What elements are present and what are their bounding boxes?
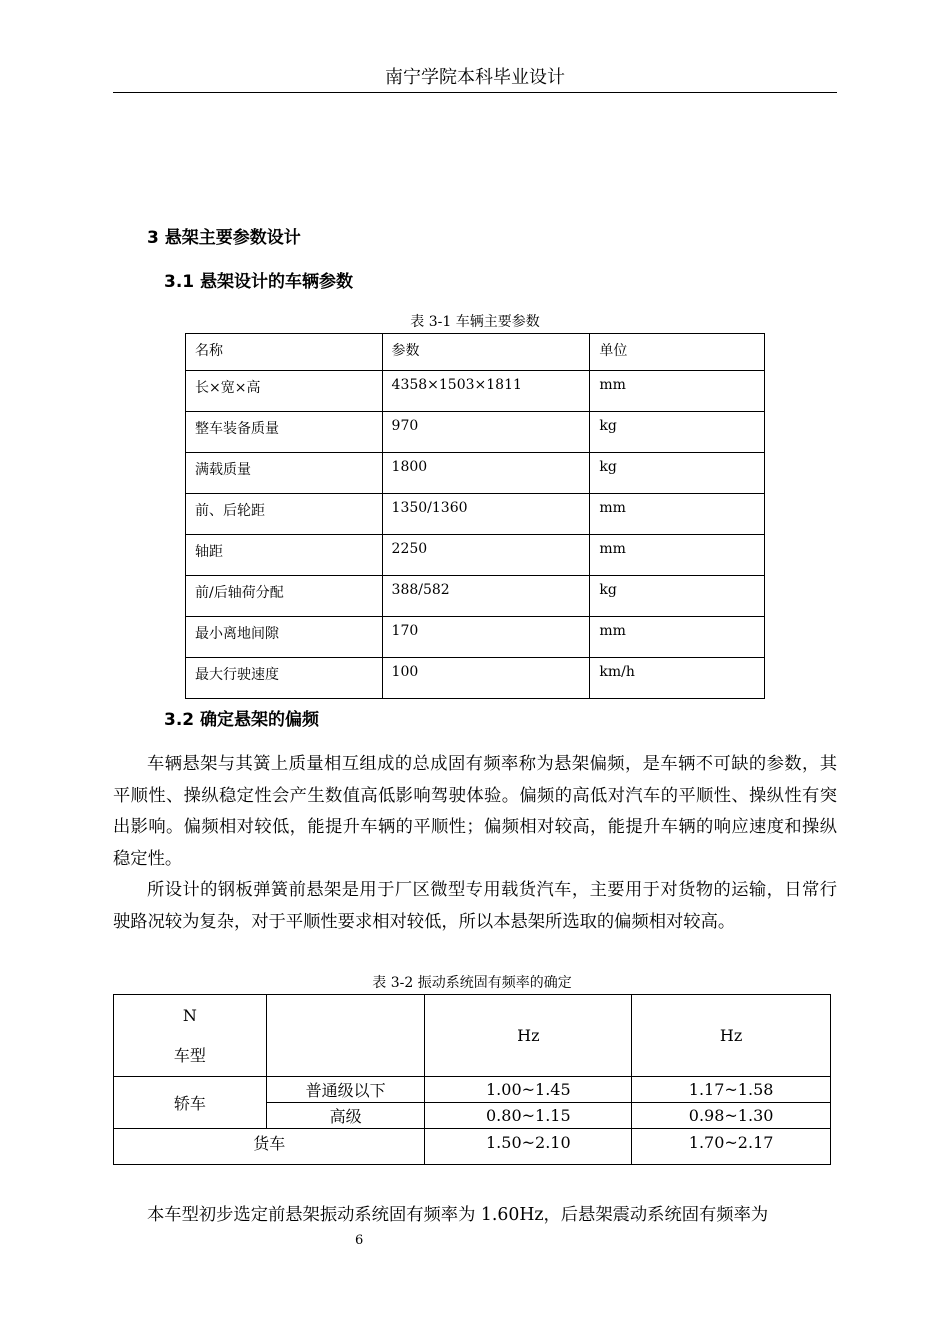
cell-param: 170 bbox=[382, 617, 590, 658]
table-row bbox=[114, 1129, 831, 1165]
cell-name: 轴距 bbox=[186, 535, 383, 576]
paragraph-selected-frequency: 本车型初步选定前悬架振动系统固有频率为 1.60Hz，后悬架震动系统固有频率为 bbox=[147, 1205, 769, 1225]
vehicle-params-table bbox=[185, 333, 765, 699]
cell-grade: 普通级以下 bbox=[266, 1077, 425, 1103]
cell-param: 4358×1503×1811 bbox=[382, 371, 590, 412]
cell-name: 最小离地间隙 bbox=[186, 617, 383, 658]
cell-param: 970 bbox=[382, 412, 590, 453]
cell-unit: mm bbox=[590, 617, 765, 658]
cell-rear-freq: 1.70~2.17 bbox=[632, 1129, 831, 1165]
table-header-row bbox=[114, 995, 831, 1077]
cell-unit: km/h bbox=[590, 658, 765, 699]
header-n-label: N bbox=[182, 1005, 197, 1025]
cell-unit: mm bbox=[590, 494, 765, 535]
cell-name: 满载质量 bbox=[186, 453, 383, 494]
table-row bbox=[186, 658, 765, 699]
header-cell-unit: 单位 bbox=[590, 334, 765, 371]
running-header: 南宁学院本科毕业设计 bbox=[385, 67, 565, 88]
cell-unit: kg bbox=[590, 576, 765, 617]
cell-param: 388/582 bbox=[382, 576, 590, 617]
cell-name: 长×宽×高 bbox=[186, 371, 383, 412]
body-paragraphs-2 bbox=[113, 1200, 837, 1232]
table-row bbox=[186, 371, 765, 412]
cell-unit: mm bbox=[590, 535, 765, 576]
table1-caption: 表 3-1 车辆主要参数 bbox=[410, 314, 540, 330]
table-row bbox=[186, 494, 765, 535]
section-heading-3-1: 3.1 悬架设计的车辆参数 bbox=[164, 272, 354, 292]
paragraph-natural-frequency: 车辆悬架与其簧上质量相互组成的总成固有频率称为悬架偏频，是车辆不可缺的参数，其平顺性、操纵稳定性会产生数值高低影响驾驶体验。偏频的高低对汽车的平顺性、操纵性有突出影响。偏频相对较低，能提升车辆的平顺性；偏频相对较高，能提升车辆的响应速度和操纵稳定性。 bbox=[113, 754, 837, 869]
cell-param: 1800 bbox=[382, 453, 590, 494]
header-cell-hz-1: Hz bbox=[425, 995, 632, 1077]
cell-unit: mm bbox=[590, 371, 765, 412]
table-row bbox=[186, 535, 765, 576]
table-row bbox=[186, 453, 765, 494]
page-number: 6 bbox=[355, 1233, 364, 1248]
cell-front-freq: 1.00~1.45 bbox=[425, 1077, 632, 1103]
cell-param: 100 bbox=[382, 658, 590, 699]
header-cell-name: 名称 bbox=[186, 334, 383, 371]
cell-rear-freq: 1.17~1.58 bbox=[632, 1077, 831, 1103]
cell-rear-freq: 0.98~1.30 bbox=[632, 1103, 831, 1129]
cell-name: 最大行驶速度 bbox=[186, 658, 383, 699]
header-cell-param: 参数 bbox=[382, 334, 590, 371]
table-row bbox=[114, 1077, 831, 1103]
cell-car-label: 轿车 bbox=[114, 1077, 267, 1129]
cell-name: 整车装备质量 bbox=[186, 412, 383, 453]
cell-name: 前、后轮距 bbox=[186, 494, 383, 535]
cell-front-freq: 1.50~2.10 bbox=[425, 1129, 632, 1165]
cell-unit: kg bbox=[590, 412, 765, 453]
cell-name: 前/后轴荷分配 bbox=[186, 576, 383, 617]
header-rule bbox=[113, 92, 837, 93]
cell-front-freq: 0.80~1.15 bbox=[425, 1103, 632, 1129]
cell-unit: kg bbox=[590, 453, 765, 494]
table-row bbox=[186, 617, 765, 658]
cell-grade: 高级 bbox=[266, 1103, 425, 1129]
header-cell-blank bbox=[266, 995, 425, 1077]
cell-param: 2250 bbox=[382, 535, 590, 576]
header-cell-type bbox=[114, 995, 267, 1077]
paragraph-design-choice: 所设计的钢板弹簧前悬架是用于厂区微型专用载货汽车，主要用于对货物的运输，日常行驶路况较为复杂，对于平顺性要求相对较低，所以本悬架所选取的偏频相对较高。 bbox=[113, 880, 837, 932]
section-heading-3-2: 3.2 确定悬架的偏频 bbox=[164, 710, 320, 730]
frequency-table bbox=[113, 994, 831, 1165]
header-type-label: 车型 bbox=[173, 1045, 206, 1065]
table-row bbox=[186, 412, 765, 453]
body-paragraphs-1 bbox=[113, 749, 837, 938]
cell-truck-label: 货车 bbox=[114, 1129, 425, 1165]
table-row bbox=[186, 576, 765, 617]
section-heading-3: 3 悬架主要参数设计 bbox=[147, 228, 301, 248]
header-cell-hz-2: Hz bbox=[632, 995, 831, 1077]
table2-caption: 表 3-2 振动系统固有频率的确定 bbox=[372, 975, 572, 991]
cell-param: 1350/1360 bbox=[382, 494, 590, 535]
table-header-row bbox=[186, 334, 765, 371]
